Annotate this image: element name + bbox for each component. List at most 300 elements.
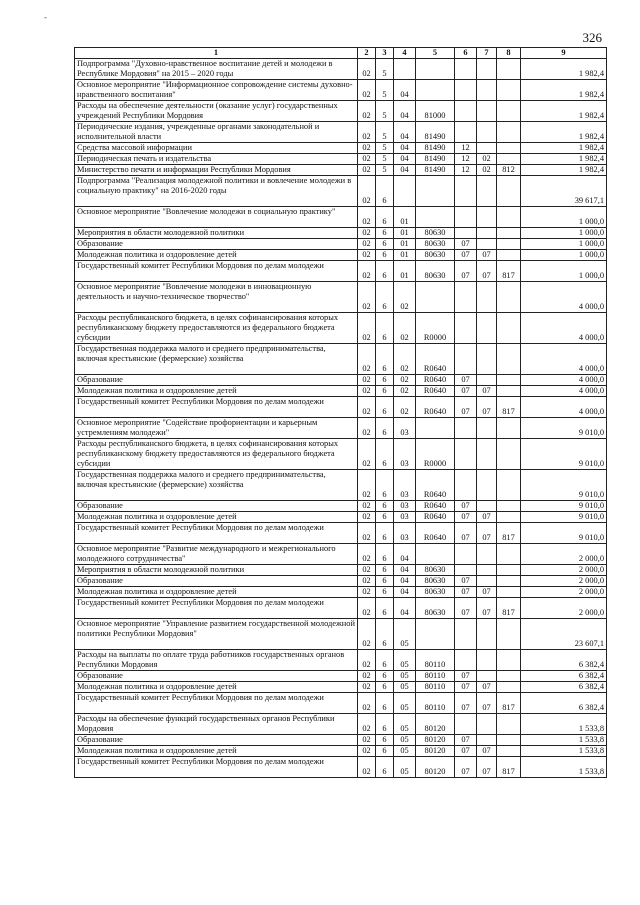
row-code-cell	[497, 470, 521, 501]
row-amount-cell: 9 010,0	[521, 501, 607, 512]
table-row	[75, 470, 607, 501]
row-amount-cell: 2 000,0	[521, 565, 607, 576]
row-code-cell	[477, 282, 497, 313]
row-code-cell: R0000	[416, 313, 455, 344]
row-code-cell: 80110	[416, 650, 455, 671]
row-code-cell: 05	[394, 735, 416, 746]
row-name-cell: Государственный комитет Республики Мордовия по делам молодежи	[75, 693, 358, 714]
row-code-cell: 6	[376, 228, 394, 239]
table-row	[75, 619, 607, 650]
table-row	[75, 101, 607, 122]
row-code-cell: 80630	[416, 250, 455, 261]
header-cell: 2	[358, 48, 376, 59]
row-code-cell: 03	[394, 501, 416, 512]
row-code-cell: 01	[394, 207, 416, 228]
row-code-cell: 81490	[416, 122, 455, 143]
row-code-cell: 02	[358, 598, 376, 619]
table-row	[75, 122, 607, 143]
row-amount-cell: 1 982,4	[521, 154, 607, 165]
row-code-cell: 81490	[416, 165, 455, 176]
row-amount-cell: 6 382,4	[521, 682, 607, 693]
row-code-cell	[497, 512, 521, 523]
row-code-cell: R0640	[416, 470, 455, 501]
row-code-cell: 07	[455, 397, 477, 418]
row-code-cell	[497, 565, 521, 576]
corner-mark: -	[44, 12, 47, 22]
row-code-cell: 6	[376, 757, 394, 778]
row-code-cell: 6	[376, 439, 394, 470]
row-amount-cell: 1 982,4	[521, 165, 607, 176]
row-code-cell: 12	[455, 143, 477, 154]
row-code-cell	[477, 501, 497, 512]
row-code-cell: 07	[477, 598, 497, 619]
row-name-cell: Расходы республиканского бюджета, в целях софинансирования которых республиканскому бюджету предоставляются из федерального бюджета субсидии	[75, 439, 358, 470]
header-cell: 7	[477, 48, 497, 59]
row-amount-cell: 4 000,0	[521, 375, 607, 386]
row-code-cell: 5	[376, 122, 394, 143]
row-code-cell	[497, 439, 521, 470]
row-code-cell	[416, 207, 455, 228]
row-code-cell: 02	[358, 693, 376, 714]
row-code-cell	[416, 59, 455, 80]
row-code-cell: 01	[394, 239, 416, 250]
row-amount-cell: 4 000,0	[521, 397, 607, 418]
row-code-cell: 80630	[416, 598, 455, 619]
row-code-cell	[477, 470, 497, 501]
row-code-cell: 6	[376, 313, 394, 344]
row-amount-cell: 23 607,1	[521, 619, 607, 650]
row-code-cell	[497, 501, 521, 512]
row-code-cell	[497, 250, 521, 261]
row-name-cell: Периодические издания, учрежденные органами законодательной и исполнительной власти	[75, 122, 358, 143]
row-code-cell	[497, 386, 521, 397]
row-code-cell: 04	[394, 101, 416, 122]
table-row	[75, 207, 607, 228]
row-code-cell	[416, 80, 455, 101]
row-code-cell: R0640	[416, 523, 455, 544]
row-code-cell	[497, 735, 521, 746]
row-name-cell: Молодежная политика и оздоровление детей	[75, 682, 358, 693]
row-name-cell: Государственный комитет Республики Мордовия по делам молодежи	[75, 397, 358, 418]
row-code-cell: 812	[497, 165, 521, 176]
row-code-cell: 6	[376, 693, 394, 714]
row-code-cell: 80110	[416, 693, 455, 714]
row-code-cell	[455, 59, 477, 80]
row-code-cell: 03	[394, 523, 416, 544]
row-code-cell: 07	[455, 598, 477, 619]
row-code-cell: 6	[376, 418, 394, 439]
row-amount-cell: 9 010,0	[521, 418, 607, 439]
row-name-cell: Средства массовой информации	[75, 143, 358, 154]
row-code-cell: 07	[455, 523, 477, 544]
header-cell: 4	[394, 48, 416, 59]
row-code-cell	[477, 619, 497, 650]
row-code-cell: 05	[394, 650, 416, 671]
row-code-cell: 02	[477, 165, 497, 176]
row-code-cell	[497, 80, 521, 101]
row-code-cell	[497, 207, 521, 228]
table-row	[75, 693, 607, 714]
row-code-cell: 02	[394, 282, 416, 313]
row-code-cell	[416, 418, 455, 439]
row-code-cell: 02	[358, 397, 376, 418]
row-name-cell: Образование	[75, 735, 358, 746]
row-code-cell: 02	[358, 650, 376, 671]
row-name-cell: Образование	[75, 671, 358, 682]
row-code-cell: 6	[376, 261, 394, 282]
row-amount-cell: 4 000,0	[521, 313, 607, 344]
row-code-cell: 07	[455, 587, 477, 598]
row-code-cell	[497, 282, 521, 313]
row-code-cell: 80630	[416, 587, 455, 598]
row-code-cell	[477, 228, 497, 239]
row-code-cell: 5	[376, 80, 394, 101]
row-code-cell: 04	[394, 122, 416, 143]
page-number: 326	[582, 30, 602, 45]
row-code-cell	[497, 587, 521, 598]
row-code-cell: 02	[358, 544, 376, 565]
row-code-cell: 80630	[416, 576, 455, 587]
row-code-cell: 02	[358, 261, 376, 282]
row-amount-cell: 1 000,0	[521, 261, 607, 282]
row-code-cell: 02	[358, 386, 376, 397]
row-amount-cell: 4 000,0	[521, 282, 607, 313]
row-code-cell	[497, 143, 521, 154]
row-amount-cell: 2 000,0	[521, 587, 607, 598]
row-code-cell: 02	[394, 344, 416, 375]
row-code-cell	[497, 239, 521, 250]
row-code-cell	[477, 207, 497, 228]
row-code-cell: 6	[376, 470, 394, 501]
row-code-cell	[416, 619, 455, 650]
table-row	[75, 746, 607, 757]
row-code-cell: 6	[376, 207, 394, 228]
row-code-cell	[455, 418, 477, 439]
table-row	[75, 344, 607, 375]
row-code-cell	[455, 228, 477, 239]
row-code-cell	[455, 470, 477, 501]
row-code-cell: 80110	[416, 682, 455, 693]
row-name-cell: Государственный комитет Республики Мордовия по делам молодежи	[75, 598, 358, 619]
row-code-cell	[455, 122, 477, 143]
row-name-cell: Расходы на обеспечение функций государственных органов Республики Мордовия	[75, 714, 358, 735]
row-code-cell	[477, 544, 497, 565]
row-name-cell: Образование	[75, 501, 358, 512]
row-code-cell: 07	[477, 746, 497, 757]
row-code-cell: 04	[394, 80, 416, 101]
row-code-cell: 07	[477, 682, 497, 693]
header-cell: 5	[416, 48, 455, 59]
row-code-cell: 02	[358, 154, 376, 165]
row-code-cell: 81490	[416, 143, 455, 154]
row-amount-cell: 1 000,0	[521, 207, 607, 228]
row-amount-cell: 2 000,0	[521, 544, 607, 565]
row-code-cell: 02	[358, 344, 376, 375]
row-code-cell: 80110	[416, 671, 455, 682]
row-code-cell: 07	[477, 261, 497, 282]
row-amount-cell: 6 382,4	[521, 671, 607, 682]
row-code-cell: 02	[358, 671, 376, 682]
row-code-cell: 02	[358, 619, 376, 650]
row-code-cell	[394, 59, 416, 80]
table-row	[75, 714, 607, 735]
row-code-cell: 6	[376, 544, 394, 565]
row-code-cell: 6	[376, 565, 394, 576]
row-code-cell: 04	[394, 544, 416, 565]
row-name-cell: Основное мероприятие "Управление развитием государственной молодежной политики Республики Мордовия"	[75, 619, 358, 650]
row-code-cell	[477, 313, 497, 344]
row-code-cell: 05	[394, 714, 416, 735]
row-code-cell: 817	[497, 598, 521, 619]
row-code-cell: 07	[455, 239, 477, 250]
row-code-cell: 07	[455, 386, 477, 397]
row-code-cell	[455, 714, 477, 735]
table-row	[75, 282, 607, 313]
row-code-cell: 02	[358, 418, 376, 439]
row-code-cell: 07	[455, 757, 477, 778]
table-row	[75, 313, 607, 344]
row-code-cell: 6	[376, 512, 394, 523]
row-code-cell: 6	[376, 587, 394, 598]
row-name-cell: Мероприятия в области молодежной политики	[75, 228, 358, 239]
row-code-cell: R0640	[416, 344, 455, 375]
row-code-cell: 6	[376, 735, 394, 746]
row-code-cell: 02	[358, 250, 376, 261]
row-code-cell: 02	[394, 375, 416, 386]
row-code-cell	[455, 80, 477, 101]
header-cell: 8	[497, 48, 521, 59]
row-code-cell: 6	[376, 386, 394, 397]
table-row	[75, 143, 607, 154]
row-code-cell: 04	[394, 598, 416, 619]
table-row	[75, 165, 607, 176]
row-code-cell: 02	[358, 587, 376, 598]
row-code-cell: 07	[455, 512, 477, 523]
row-code-cell	[477, 418, 497, 439]
row-code-cell	[497, 101, 521, 122]
row-code-cell: 07	[477, 386, 497, 397]
row-code-cell	[477, 239, 497, 250]
row-code-cell: 03	[394, 439, 416, 470]
row-code-cell	[497, 122, 521, 143]
table-row	[75, 544, 607, 565]
row-code-cell: 817	[497, 397, 521, 418]
row-code-cell: 07	[477, 523, 497, 544]
row-code-cell	[477, 439, 497, 470]
row-name-cell: Образование	[75, 375, 358, 386]
row-code-cell	[477, 714, 497, 735]
row-amount-cell: 1 533,8	[521, 757, 607, 778]
header-cell: 6	[455, 48, 477, 59]
row-code-cell	[477, 80, 497, 101]
row-code-cell	[477, 143, 497, 154]
row-code-cell: 6	[376, 619, 394, 650]
header-row	[75, 48, 607, 59]
row-name-cell: Государственный комитет Республики Мордовия по делам молодежи	[75, 757, 358, 778]
row-name-cell: Расходы на обеспечение деятельности (оказание услуг) государственных учреждений Республики Мордовия	[75, 101, 358, 122]
row-code-cell: R0640	[416, 386, 455, 397]
row-code-cell: 07	[455, 746, 477, 757]
header-cell: 9	[521, 48, 607, 59]
row-name-cell: Периодическая печать и издательства	[75, 154, 358, 165]
row-code-cell: 80120	[416, 757, 455, 778]
row-amount-cell: 1 000,0	[521, 228, 607, 239]
row-code-cell: 81000	[416, 101, 455, 122]
row-code-cell	[416, 282, 455, 313]
row-code-cell: 02	[358, 682, 376, 693]
row-code-cell: 02	[477, 154, 497, 165]
table-row	[75, 176, 607, 207]
row-amount-cell: 4 000,0	[521, 386, 607, 397]
row-code-cell: 80630	[416, 565, 455, 576]
row-code-cell: 6	[376, 344, 394, 375]
row-code-cell: 03	[394, 418, 416, 439]
row-code-cell: 02	[394, 386, 416, 397]
row-amount-cell: 1 982,4	[521, 143, 607, 154]
row-code-cell	[497, 619, 521, 650]
table-row	[75, 682, 607, 693]
row-name-cell: Подпрограмма "Реализация молодежной политики и вовлечение молодежи в социальную практику" на 2016-2020 годы	[75, 176, 358, 207]
row-code-cell: 5	[376, 59, 394, 80]
row-code-cell	[455, 207, 477, 228]
row-code-cell: 03	[394, 470, 416, 501]
row-code-cell: 05	[394, 682, 416, 693]
row-code-cell	[455, 101, 477, 122]
table-row	[75, 501, 607, 512]
row-code-cell: 07	[455, 250, 477, 261]
row-amount-cell: 9 010,0	[521, 512, 607, 523]
row-code-cell	[477, 650, 497, 671]
row-code-cell: 80630	[416, 228, 455, 239]
row-code-cell: 6	[376, 523, 394, 544]
table-row	[75, 261, 607, 282]
row-code-cell: 07	[477, 512, 497, 523]
row-code-cell	[477, 671, 497, 682]
row-code-cell: 81490	[416, 154, 455, 165]
row-amount-cell: 1 982,4	[521, 101, 607, 122]
row-amount-cell: 1 982,4	[521, 122, 607, 143]
row-code-cell: 02	[394, 397, 416, 418]
row-amount-cell: 6 382,4	[521, 650, 607, 671]
row-code-cell: 04	[394, 143, 416, 154]
row-code-cell: 6	[376, 282, 394, 313]
row-code-cell	[455, 344, 477, 375]
row-name-cell: Образование	[75, 239, 358, 250]
row-name-cell: Основное мероприятие "Вовлечение молодежи в социальную практику"	[75, 207, 358, 228]
row-code-cell: 6	[376, 598, 394, 619]
row-name-cell: Государственная поддержка малого и среднего предпринимательства, включая крестьянские (фермерские) хозяйства	[75, 344, 358, 375]
row-amount-cell: 4 000,0	[521, 344, 607, 375]
table-row	[75, 523, 607, 544]
table-row	[75, 59, 607, 80]
row-code-cell: 6	[376, 576, 394, 587]
row-code-cell: 07	[477, 693, 497, 714]
table-row	[75, 757, 607, 778]
row-code-cell	[477, 101, 497, 122]
table-row	[75, 228, 607, 239]
row-code-cell: 02	[358, 576, 376, 587]
table-row	[75, 576, 607, 587]
row-code-cell: 01	[394, 261, 416, 282]
row-code-cell: 02	[358, 714, 376, 735]
row-code-cell: 07	[477, 757, 497, 778]
row-name-cell: Основное мероприятие "Развитие международного и межрегионального молодежного сотрудничества"	[75, 544, 358, 565]
row-amount-cell: 39 617,1	[521, 176, 607, 207]
row-code-cell: 817	[497, 523, 521, 544]
row-name-cell: Мероприятия в области молодежной политики	[75, 565, 358, 576]
header-cell: 3	[376, 48, 394, 59]
row-code-cell: 6	[376, 714, 394, 735]
row-name-cell: Основное мероприятие "Информационное сопровождение системы духовно-нравственного воспитания"	[75, 80, 358, 101]
row-code-cell: 02	[358, 565, 376, 576]
row-code-cell	[497, 746, 521, 757]
row-code-cell: 6	[376, 671, 394, 682]
row-code-cell	[497, 418, 521, 439]
row-code-cell	[497, 682, 521, 693]
row-code-cell: 6	[376, 239, 394, 250]
table-row	[75, 375, 607, 386]
row-name-cell: Молодежная политика и оздоровление детей	[75, 587, 358, 598]
row-code-cell: 02	[358, 165, 376, 176]
row-code-cell: 02	[358, 122, 376, 143]
row-code-cell	[477, 344, 497, 375]
row-code-cell: R0640	[416, 375, 455, 386]
row-code-cell: 6	[376, 501, 394, 512]
table-row	[75, 397, 607, 418]
row-code-cell	[477, 59, 497, 80]
budget-table	[74, 47, 607, 778]
row-code-cell	[416, 544, 455, 565]
table-row	[75, 418, 607, 439]
row-code-cell: 817	[497, 693, 521, 714]
table-row	[75, 250, 607, 261]
row-amount-cell: 1 533,8	[521, 714, 607, 735]
row-name-cell: Государственный комитет Республики Мордовия по делам молодежи	[75, 261, 358, 282]
row-amount-cell: 6 382,4	[521, 693, 607, 714]
row-code-cell: R0640	[416, 512, 455, 523]
row-name-cell: Государственный комитет Республики Мордовия по делам молодежи	[75, 523, 358, 544]
row-code-cell: 02	[358, 143, 376, 154]
row-code-cell: 07	[455, 682, 477, 693]
row-code-cell	[455, 650, 477, 671]
row-code-cell: 6	[376, 682, 394, 693]
row-code-cell: 05	[394, 757, 416, 778]
row-code-cell: 05	[394, 693, 416, 714]
table-body	[75, 59, 607, 778]
row-code-cell: 80630	[416, 261, 455, 282]
row-code-cell: 02	[358, 512, 376, 523]
row-code-cell	[497, 154, 521, 165]
row-code-cell	[477, 735, 497, 746]
row-code-cell: 04	[394, 565, 416, 576]
row-name-cell: Министерство печати и информации Республики Мордовия	[75, 165, 358, 176]
row-code-cell: 817	[497, 261, 521, 282]
row-code-cell: 02	[358, 746, 376, 757]
row-code-cell: 02	[358, 207, 376, 228]
row-code-cell	[455, 313, 477, 344]
row-code-cell: 5	[376, 143, 394, 154]
row-code-cell: 01	[394, 250, 416, 261]
row-code-cell: 5	[376, 165, 394, 176]
row-code-cell	[497, 714, 521, 735]
row-code-cell: 04	[394, 587, 416, 598]
row-name-cell: Молодежная политика и оздоровление детей	[75, 250, 358, 261]
row-name-cell: Основное мероприятие "Вовлечение молодежи в инновационную деятельность и научно-техническое творчество"	[75, 282, 358, 313]
row-name-cell: Основное мероприятие "Содействие профориентации и карьерным устремлениям молодежи"	[75, 418, 358, 439]
row-amount-cell: 1 000,0	[521, 250, 607, 261]
table-row	[75, 650, 607, 671]
row-code-cell: 07	[455, 375, 477, 386]
